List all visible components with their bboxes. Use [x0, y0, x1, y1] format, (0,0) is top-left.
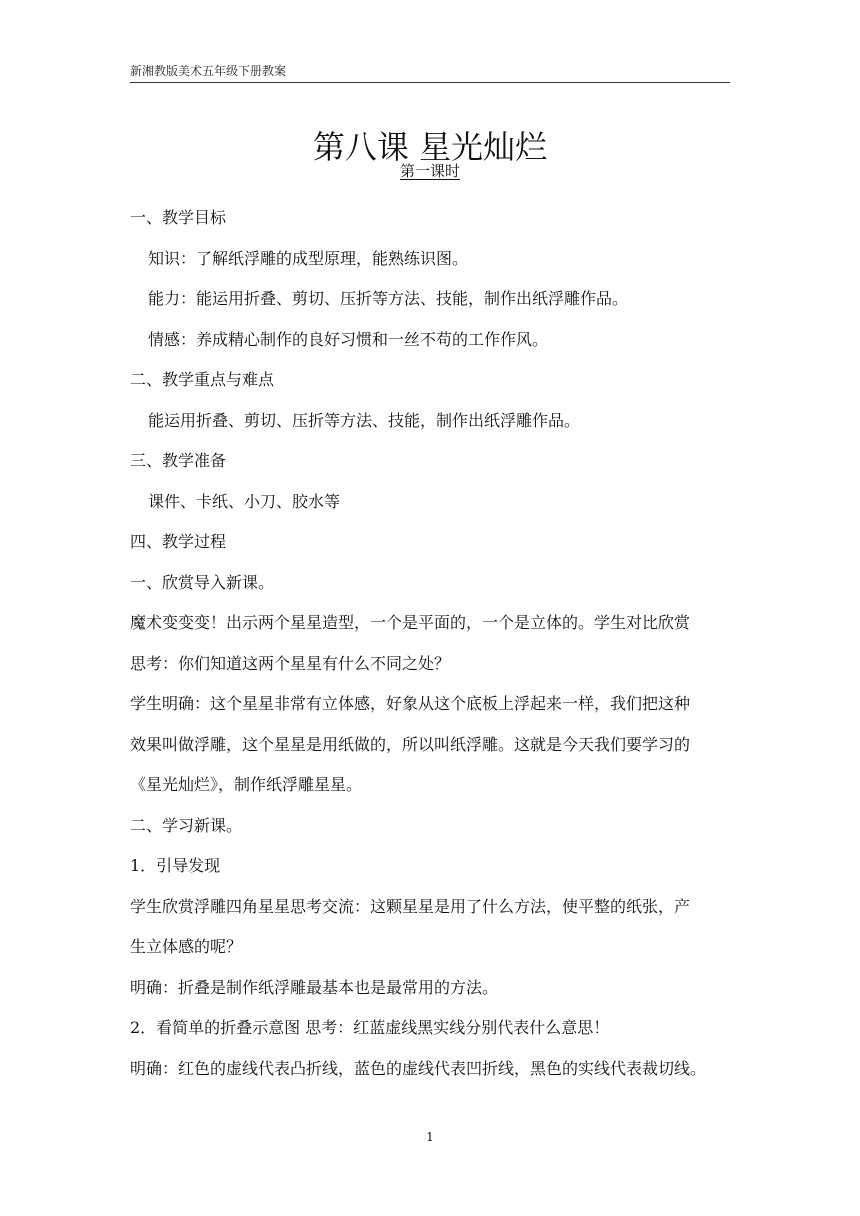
section-heading: 二、学习新课。	[130, 815, 243, 835]
section-heading: 三、教学准备	[130, 451, 227, 470]
section-heading: 二、教学重点与难点	[130, 370, 275, 389]
paragraph: 思考：你们知道这两个星星有什么不同之处？	[130, 653, 451, 673]
section-heading: 一、欣赏导入新课。	[130, 572, 275, 592]
sub-heading: 2．看简单的折叠示意图 思考：红蓝虚线黑实线分别代表什么意思！	[130, 1018, 610, 1037]
paragraph: 明确：折叠是制作纸浮雕最基本也是最常用的方法。	[130, 977, 499, 997]
section-heading: 四、教学过程	[130, 532, 227, 551]
lesson-subtitle: 第一课时	[399, 162, 460, 180]
paragraph: 魔术变变变！出示两个星星造型，一个是平面的，一个是立体的。学生对比欣赏	[130, 613, 691, 632]
lesson-title: 第八课 星光灿烂	[312, 128, 548, 167]
paragraph: 情感：养成精心制作的良好习惯和一丝不苟的工作作风。	[148, 329, 549, 349]
paragraph: 学生欣赏浮雕四角星星思考交流：这颗星星是用了什么方法，使平整的纸张，产	[130, 896, 691, 916]
paragraph: 效果叫做浮雕，这个星星是用纸做的，所以叫纸浮雕。这就是今天我们要学习的	[130, 734, 691, 754]
section-heading: 一、教学目标	[130, 208, 227, 227]
paragraph: 课件、卡纸、小刀、胶水等	[148, 491, 341, 511]
page-number: 1	[426, 1130, 434, 1144]
paragraph: 学生明确：这个星星非常有立体感，好象从这个底板上浮起来一样，我们把这种	[130, 694, 691, 713]
paragraph: 知识：了解纸浮雕的成型原理，能熟练识图。	[148, 248, 469, 268]
paragraph: 明确：红色的虚线代表凸折线，蓝色的虚线代表凹折线，黑色的实线代表裁切线。	[130, 1058, 707, 1078]
paragraph: 《星光灿烂》，制作纸浮雕星星。	[130, 775, 363, 794]
paragraph: 能运用折叠、剪切、压折等方法、技能，制作出纸浮雕作品。	[148, 410, 581, 430]
paragraph: 生立体感的呢？	[130, 937, 243, 956]
sub-heading: 1．引导发现	[130, 856, 221, 875]
paragraph: 能力：能运用折叠、剪切、压折等方法、技能，制作出纸浮雕作品。	[148, 289, 629, 308]
page-header: 新湘教版美术五年级下册教案	[130, 62, 730, 83]
lesson-body	[130, 198, 730, 1089]
